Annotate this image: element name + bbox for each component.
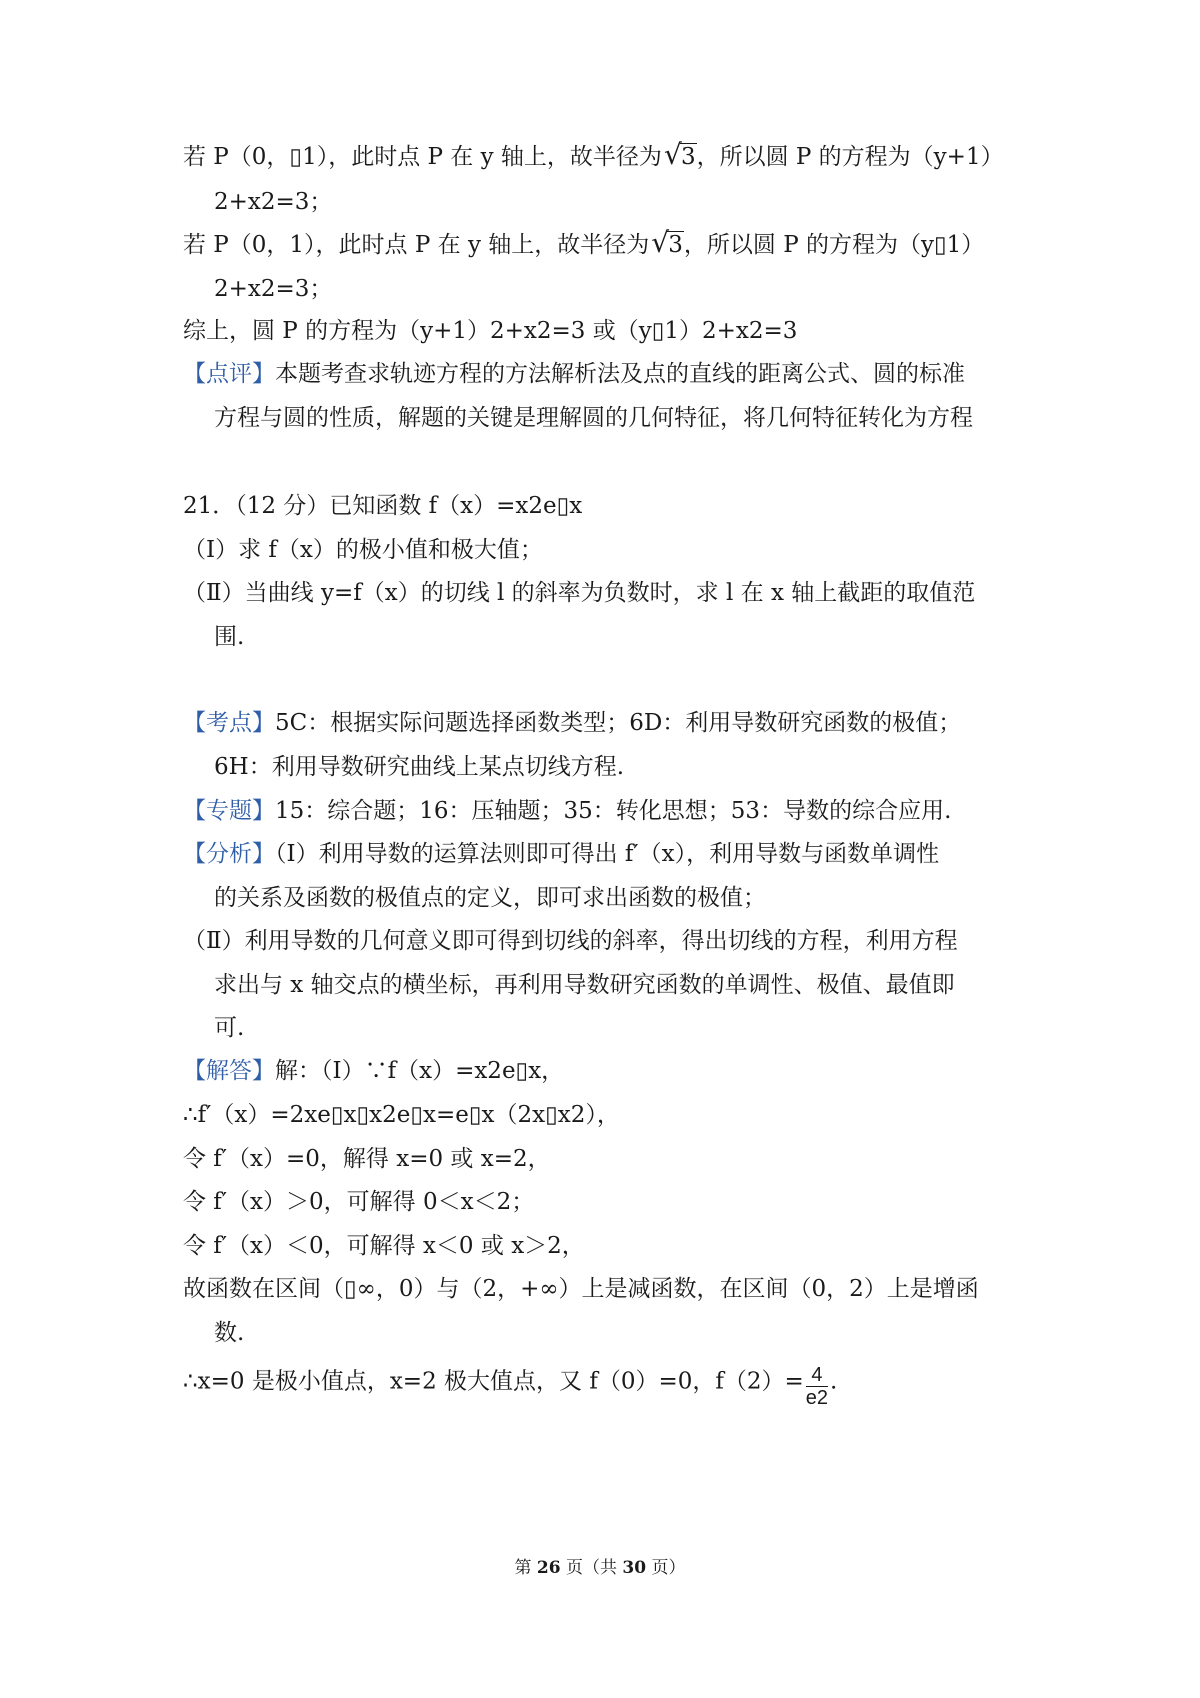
total-pages: 30: [622, 1558, 647, 1578]
radicand: 3: [680, 144, 696, 170]
text: 若 P（0，1），此时点 P 在 y 轴上，故半径为: [183, 232, 650, 258]
solution-step: 故函数在区间（▯∞，0）与（2，+∞）上是减函数，在区间（0，2）上是增函: [183, 1276, 979, 1302]
question-part: （Ⅰ）求 f（x）的极小值和极大值；: [183, 537, 543, 563]
kaodian-tag: 【考点】: [183, 710, 275, 736]
text: （Ⅰ）利用导数的运算法则即可得出 f′（x），利用导数与函数单调性: [275, 841, 940, 867]
question-part: （Ⅱ）当曲线 y=f（x）的切线 l 的斜率为负数时，求 l 在 x 轴上截距的取值范: [183, 580, 976, 606]
text: ，所以圆 P 的方程为（y+1）: [696, 144, 1004, 170]
text-line: 综上，圆 P 的方程为（y+1）2+x2=3 或（y▯1）2+x2=3: [183, 318, 798, 344]
text: 15：综合题；16：压轴题；35：转化思想；53：导数的综合应用.: [275, 798, 952, 824]
solution-step: 令 f′（x）＞0，可解得 0＜x＜2；: [183, 1189, 535, 1215]
solution-step: 令 f′（x）=0，解得 x=0 或 x=2，: [183, 1146, 551, 1172]
fraction-numerator: 4: [806, 1364, 828, 1387]
text-line: [183, 138, 1040, 173]
radicand: 3: [668, 232, 683, 258]
text-line: 方程与圆的性质，解题的关键是理解圆的几何特征，将几何特征转化为方程: [214, 405, 973, 431]
text: 若 P（0，▯1），此时点 P 在 y 轴上，故半径为: [183, 144, 662, 170]
text-line: [183, 226, 1040, 261]
page-number: 26: [536, 1558, 561, 1578]
sqrt-expression: √ 3: [651, 226, 683, 259]
text-line: （Ⅱ）利用导数的几何意义即可得到切线的斜率，得出切线的方程，利用方程: [183, 928, 958, 954]
fenxi-line: [183, 838, 1040, 870]
text-line: 2+x2=3；: [214, 189, 333, 215]
text-line: 6H：利用导数研究曲线上某点切线方程.: [214, 754, 625, 780]
kaodian-line: [183, 707, 1040, 739]
fraction-denominator: e2: [805, 1387, 829, 1409]
solution-step: [183, 1360, 1040, 1409]
solution-step: 令 f′（x）＜0，可解得 x＜0 或 x＞2，: [183, 1233, 585, 1259]
zhuanti-line: [183, 795, 1040, 827]
solution-step: ∴f′（x）=2xe▯x▯x2e▯x=e▯x（2x▯x2），: [183, 1102, 620, 1128]
text-line: 的关系及函数的极值点的定义，即可求出函数的极值；: [214, 885, 766, 911]
text: 解：（Ⅰ）∵f（x）=x2e▯x，: [275, 1058, 565, 1084]
review-tag: 【点评】: [183, 361, 275, 387]
jieda-tag: 【解答】: [183, 1058, 275, 1084]
fenxi-tag: 【分析】: [183, 841, 275, 867]
question-title: 21．（12 分）已知函数 f（x）=x2e▯x: [183, 493, 583, 519]
page-footer: [0, 1553, 1200, 1578]
text: ，所以圆 P 的方程为（y▯1）: [683, 232, 985, 258]
footer-text: 页（共: [566, 1558, 617, 1578]
text: .: [830, 1368, 838, 1395]
footer-text: 页）: [651, 1558, 686, 1578]
sqrt-expression: √ 3: [663, 138, 696, 171]
fraction: [806, 1364, 828, 1409]
text-line: 求出与 x 轴交点的横坐标，再利用导数研究函数的单调性、极值、最值即: [214, 972, 955, 998]
text: 本题考查求轨迹方程的方法解析法及点的直线的距离公式、圆的标准: [275, 361, 965, 387]
text-line: 2+x2=3；: [214, 276, 333, 302]
review-line: [183, 358, 1040, 390]
text-line: 可.: [214, 1015, 245, 1041]
text-line: 围.: [214, 624, 245, 650]
text-line: 数.: [214, 1320, 245, 1346]
text: 5C：根据实际问题选择函数类型；6D：利用导数研究函数的极值；: [275, 710, 962, 736]
zhuanti-tag: 【专题】: [183, 798, 275, 824]
text: ∴x=0 是极小值点，x=2 极大值点，又 f（0）=0，f（2）=: [183, 1368, 804, 1395]
footer-text: 第: [514, 1558, 532, 1578]
jieda-line: [183, 1055, 1040, 1087]
